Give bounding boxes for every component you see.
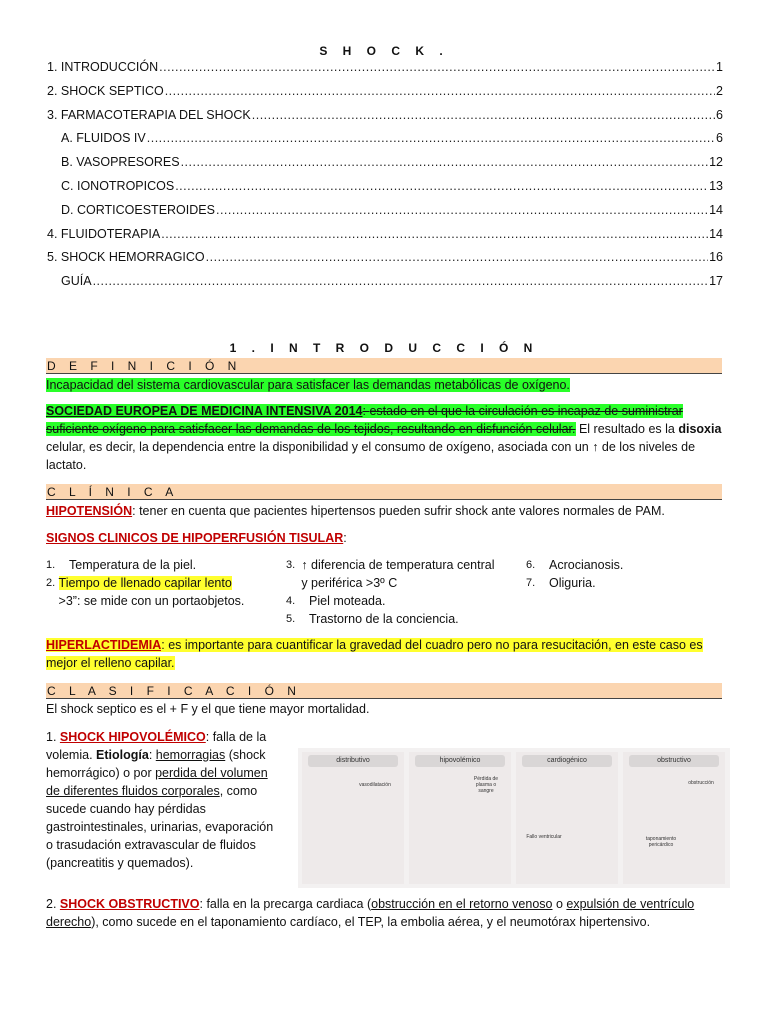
clasificacion-intro: El shock septico es el + F y el que tiene mayor mortalidad. bbox=[46, 702, 370, 716]
toc-label: 1. INTRODUCCIÓN bbox=[47, 60, 159, 74]
society-definition: SOCIEDAD EUROPEA DE MEDICINA INTENSIVA 2014: estado en el que la circulación es incapaz de suministrar suficiente oxígeno para satisfacer las demandas de los tejidos, resultando en disfunción celular. El resultado es la disoxia celular, es decir, la dependencia entre la disponibilidad y el consumo de oxígeno, asociada con un ↑ de los niveles de lactato. bbox=[46, 404, 722, 472]
society-text: estado en el que la circulación es incapaz de suministrar suficiente oxígeno para satisfacer las demandas de los tejidos, resultando en disfunción celular. bbox=[46, 404, 683, 436]
toc-label: 4. FLUIDOTERAPIA bbox=[47, 226, 161, 241]
definicion-band: D E F I N I C I Ó N bbox=[46, 358, 722, 374]
list-item: 7. Oliguria. bbox=[526, 576, 596, 590]
list-item: 6. Acrocianosis. bbox=[526, 558, 624, 572]
toc-leader bbox=[161, 227, 708, 241]
signos-col-1 bbox=[46, 556, 256, 610]
shock-hipovolemico-paragraph: 1. SHOCK HIPOVOLÉMICO: falla de la volemia. Etiología: hemorragias (shock hemorrágico) o por perdida del volumen de diferentes fluidos corporales, como sucede cuando hay pérdidas gastrointestinales, urinarias, evaporación o trasudación extravascular de fluidos (pancreatitis y quemados). bbox=[46, 730, 274, 870]
toc-page: 12 bbox=[709, 155, 723, 170]
toc-leader bbox=[165, 84, 715, 98]
shock-obstructivo-paragraph: 2. SHOCK OBSTRUCTIVO: falla en la precarga cardiaca (obstrucción en el retorno venoso o expulsión de ventrículo derecho), como sucede en el taponamiento cardíaco, el TEP, la embolia aérea, y el neumotórax hipertensivo. bbox=[46, 897, 695, 929]
toc-entry[interactable] bbox=[47, 84, 723, 108]
toc-page: 6 bbox=[716, 131, 723, 146]
toc-entry[interactable] bbox=[47, 250, 723, 274]
toc-leader bbox=[206, 250, 708, 264]
toc-entry[interactable] bbox=[47, 155, 723, 179]
toc-entry[interactable] bbox=[47, 227, 723, 251]
toc-page: 14 bbox=[709, 226, 723, 241]
toc-leader bbox=[159, 60, 715, 74]
toc-leader bbox=[175, 179, 708, 193]
obstructivo-label: SHOCK OBSTRUCTIVO bbox=[59, 897, 200, 911]
list-item: 2. Tiempo de llenado capilar lento >3”: se mide con un portaobjetos. bbox=[46, 576, 245, 608]
society-rest-1: El resultado es la bbox=[575, 422, 679, 436]
toc-leader bbox=[216, 203, 708, 217]
toc-leader bbox=[93, 274, 709, 288]
list-item: 1. Temperatura de la piel. bbox=[46, 558, 197, 572]
toc-page: 14 bbox=[709, 202, 723, 217]
toc-leader bbox=[181, 155, 709, 169]
toc-label: 3. FARMACOTERAPIA DEL SHOCK bbox=[47, 107, 251, 122]
signos-label: SIGNOS CLINICOS DE HIPOPERFUSIÓN TISULAR bbox=[46, 531, 344, 545]
hiperlactidemia-text: es importante para cuantificar la gravedad del cuadro pero no para resucitación, en este caso es mejor el relleno capilar. bbox=[46, 638, 703, 670]
shock-types-figure bbox=[298, 748, 730, 888]
list-item: 5. Trastorno de la conciencia. bbox=[286, 612, 459, 626]
signos-col-3 bbox=[526, 556, 716, 592]
hiperlactidemia-label: HIPERLACTIDEMIA bbox=[46, 638, 162, 652]
hipotension-line bbox=[46, 502, 726, 520]
signos-col-2 bbox=[286, 556, 496, 628]
toc-entry[interactable] bbox=[47, 203, 723, 227]
society-name: SOCIEDAD EUROPEA DE MEDICINA INTENSIVA 2014 bbox=[46, 404, 363, 418]
list-item: 4. Piel moteada. bbox=[286, 594, 386, 608]
toc-entry[interactable] bbox=[47, 179, 723, 203]
hiperlactidemia-paragraph: HIPERLACTIDEMIA: es importante para cuantificar la gravedad del cuadro pero no para resucitación, en este caso es mejor el relleno capilar. bbox=[46, 638, 703, 670]
panel-hipovolemico: hipovolémico Pérdida de plasma o sangre bbox=[409, 752, 511, 884]
table-of-contents bbox=[47, 60, 723, 298]
section-heading-introduccion: 1 . I N T R O D U C C I Ó N bbox=[229, 341, 539, 355]
toc-label: 5. SHOCK HEMORRAGICO bbox=[47, 250, 205, 265]
toc-page: 2 bbox=[716, 83, 723, 98]
hipovolemico-label: SHOCK HIPOVOLÉMICO bbox=[59, 730, 206, 744]
toc-entry[interactable] bbox=[47, 131, 723, 155]
toc-page: 13 bbox=[709, 178, 723, 193]
toc-label: B. VASOPRESORES bbox=[61, 155, 180, 170]
hipotension-label: HIPOTENSIÓN bbox=[46, 504, 133, 518]
toc-label: 2. SHOCK SEPTICO bbox=[47, 83, 164, 98]
signos-colon: : bbox=[343, 531, 347, 545]
panel-obstructivo: obstructivo obstrucción taponamiento pericárdico bbox=[623, 752, 725, 884]
panel-distributivo: distributivo vasodilatación bbox=[302, 752, 404, 884]
toc-label: D. CORTICOESTEROIDES bbox=[61, 202, 215, 217]
document-title: S H O C K . bbox=[319, 44, 449, 58]
toc-page: 1 bbox=[716, 60, 723, 74]
definicion-highlight: Incapacidad del sistema cardiovascular para satisfacer las demandas metabólicas de oxígeno. bbox=[46, 378, 570, 392]
definicion-text bbox=[46, 376, 726, 394]
disoxia-term: disoxia bbox=[678, 422, 722, 436]
list-item: 3. ↑ diferencia de temperatura central y periférica >3º C bbox=[286, 558, 495, 590]
toc-entry[interactable] bbox=[47, 60, 723, 84]
toc-label: GUÍA bbox=[61, 274, 92, 289]
toc-page: 6 bbox=[716, 107, 723, 122]
toc-entry[interactable] bbox=[47, 108, 723, 132]
hipotension-text: : tener en cuenta que pacientes hipertensos pueden sufrir shock ante valores normales de PAM. bbox=[132, 504, 665, 518]
toc-leader bbox=[252, 108, 715, 122]
clinica-band: C L Í N I C A bbox=[46, 484, 722, 500]
toc-leader bbox=[147, 131, 715, 145]
panel-cardiogenico: cardiogénico Fallo ventricular bbox=[516, 752, 618, 884]
toc-label: C. IONOTROPICOS bbox=[61, 178, 175, 193]
society-rest-2: celular, es decir, la dependencia entre la disponibilidad y el consumo de oxígeno, asociada con un ↑ de los niveles de lactato. bbox=[46, 440, 696, 472]
toc-page: 16 bbox=[709, 250, 723, 265]
toc-page: 17 bbox=[709, 274, 723, 289]
toc-entry[interactable] bbox=[47, 274, 723, 298]
clasificacion-band: C L A S I F I C A C I Ó N bbox=[46, 683, 722, 699]
toc-label: A. FLUIDOS IV bbox=[61, 131, 146, 146]
signos-heading bbox=[46, 529, 726, 547]
